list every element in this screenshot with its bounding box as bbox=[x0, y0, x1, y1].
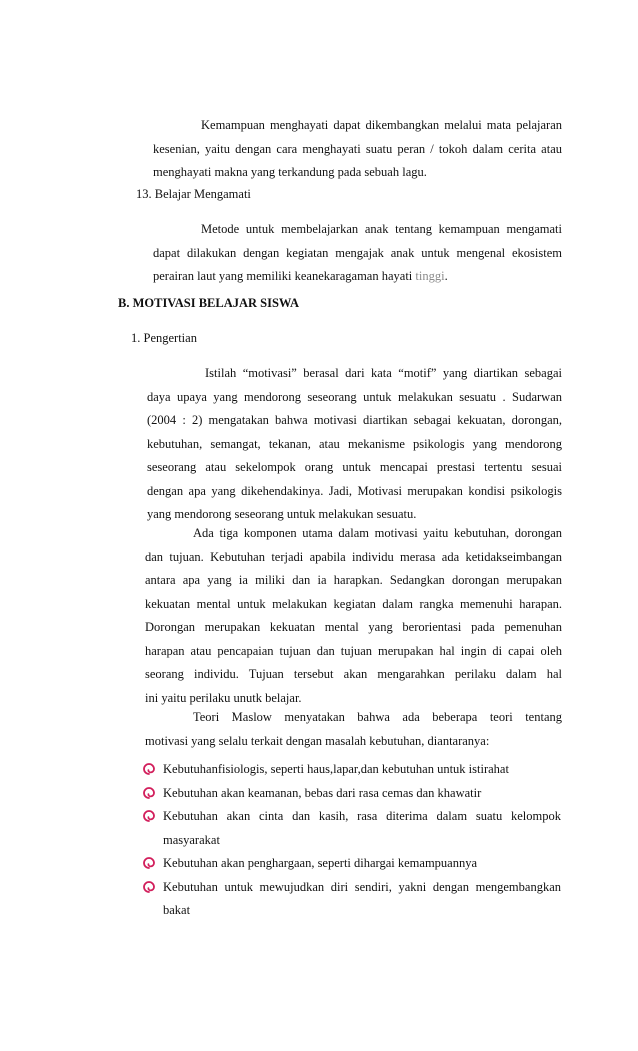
paragraph-line: dapat dilakukan dengan kegiatan mengajak anak untuk mengenal ekosistem bbox=[153, 245, 562, 260]
paragraph-line: Metode untuk membelajarkan anak tentang kemampuan mengamati bbox=[201, 222, 562, 236]
paragraph-kesenian bbox=[153, 114, 562, 185]
paragraph-mengamati bbox=[153, 218, 562, 289]
paragraph-line: Dorongan merupakan kekuatan mental yang berorientasi pada pemenuhan bbox=[145, 620, 562, 634]
list-item-text: Kebutuhanfisiologis, seperti haus,lapar,dan kebutuhan untuk istirahat bbox=[163, 762, 509, 776]
punctuation: . bbox=[444, 269, 448, 283]
paragraph-line: yang mendorong seseorang untuk melakukan sesuatu. bbox=[147, 507, 417, 521]
paragraph-pengertian bbox=[147, 362, 562, 527]
line-text: perairan laut yang memiliki keanekaragaman hayati bbox=[153, 269, 416, 283]
paragraph-line: harapan atau pencapaian tujuan dan tujuan merupakan hal ingin di capai oleh bbox=[145, 643, 562, 658]
list-item bbox=[143, 782, 561, 806]
spiral-bullet-icon bbox=[143, 787, 155, 799]
list-heading-belajar-mengamati: 13. Belajar Mengamati bbox=[136, 187, 251, 201]
paragraph-line: Kemampuan menghayati dapat dikembangkan melalui mata pelajaran bbox=[201, 118, 562, 132]
list-heading-pengertian: 1. Pengertian bbox=[131, 331, 197, 345]
list-item bbox=[143, 852, 561, 876]
list-item-text: Kebutuhan akan keamanan, bebas dari rasa cemas dan khawatir bbox=[163, 785, 482, 800]
spiral-bullet-icon bbox=[143, 881, 155, 893]
list-item bbox=[143, 876, 561, 923]
paragraph-line: menghayati makna yang terkandung pada sebuah lagu. bbox=[153, 165, 427, 179]
section-heading-motivasi: B. MOTIVASI BELAJAR SISWA bbox=[118, 296, 300, 310]
paragraph-line: dan tujuan. Kebutuhan terjadi apabila individu merasa ada ketidakseimbangan bbox=[145, 549, 562, 564]
list-item-text: bakat bbox=[163, 903, 191, 917]
paragraph-line: kekuatan mental untuk melakukan kegiatan dalam rangka memenuhi harapan. bbox=[145, 596, 562, 611]
paragraph-line: seorang individu. Tujuan tersebut akan mengarahkan perilaku dalam hal bbox=[145, 667, 562, 681]
paragraph-maslow bbox=[145, 706, 562, 753]
list-item-text: masyarakat bbox=[163, 832, 220, 847]
paragraph-line: ini yaitu perilaku unutk belajar. bbox=[145, 690, 302, 705]
paragraph-line bbox=[153, 265, 562, 289]
paragraph-line: Istilah “motivasi” berasal dari kata “motif” yang diartikan sebagai bbox=[205, 366, 562, 380]
list-item bbox=[143, 758, 561, 782]
paragraph-komponen bbox=[145, 522, 562, 710]
paragraph-line: kesenian, yaitu dengan cara menghayati suatu peran / tokoh dalam cerita atau bbox=[153, 141, 562, 156]
list-item-text: Kebutuhan untuk mewujudkan diri sendiri, yakni dengan mengembangkan bbox=[163, 879, 561, 894]
paragraph-line: antara apa yang ia miliki dan ia harapkan. Sedangkan dorongan merupakan bbox=[145, 573, 562, 587]
list-item bbox=[143, 805, 561, 852]
spiral-bullet-icon bbox=[143, 763, 155, 775]
paragraph-line: (2004 : 2) mengatakan bahwa motivasi diartikan sebagai kekuatan, dorongan, bbox=[147, 413, 562, 427]
paragraph-line: seseorang atau sekelompok orang untuk mencapai prestasi tertentu sesuai bbox=[147, 460, 562, 474]
spiral-bullet-icon bbox=[143, 857, 155, 869]
spiral-bullet-icon bbox=[143, 810, 155, 822]
paragraph-line: kebutuhan, semangat, tekanan, atau mekanisme psikologis yang mendorong bbox=[147, 436, 562, 451]
paragraph-line: Teori Maslow menyatakan bahwa ada beberapa teori tentang bbox=[193, 710, 562, 724]
list-item-text: Kebutuhan akan penghargaan, seperti dihargai kemampuannya bbox=[163, 856, 478, 870]
maslow-needs-list bbox=[143, 758, 561, 923]
list-item-text: Kebutuhan akan cinta dan kasih, rasa diterima dalam suatu kelompok bbox=[163, 809, 561, 823]
paragraph-line: Ada tiga komponen utama dalam motivasi yaitu kebutuhan, dorongan bbox=[193, 526, 562, 540]
paragraph-line: motivasi yang selalu terkait dengan masalah kebutuhan, diantaranya: bbox=[145, 733, 490, 748]
paragraph-line: daya upaya yang mendorong seseorang untuk melakukan sesuatu . Sudarwan bbox=[147, 389, 562, 404]
word-tinggi: tinggi bbox=[415, 269, 445, 283]
paragraph-line: dengan apa yang dikehendakinya. Jadi, Motivasi merupakan kondisi psikologis bbox=[147, 483, 562, 498]
